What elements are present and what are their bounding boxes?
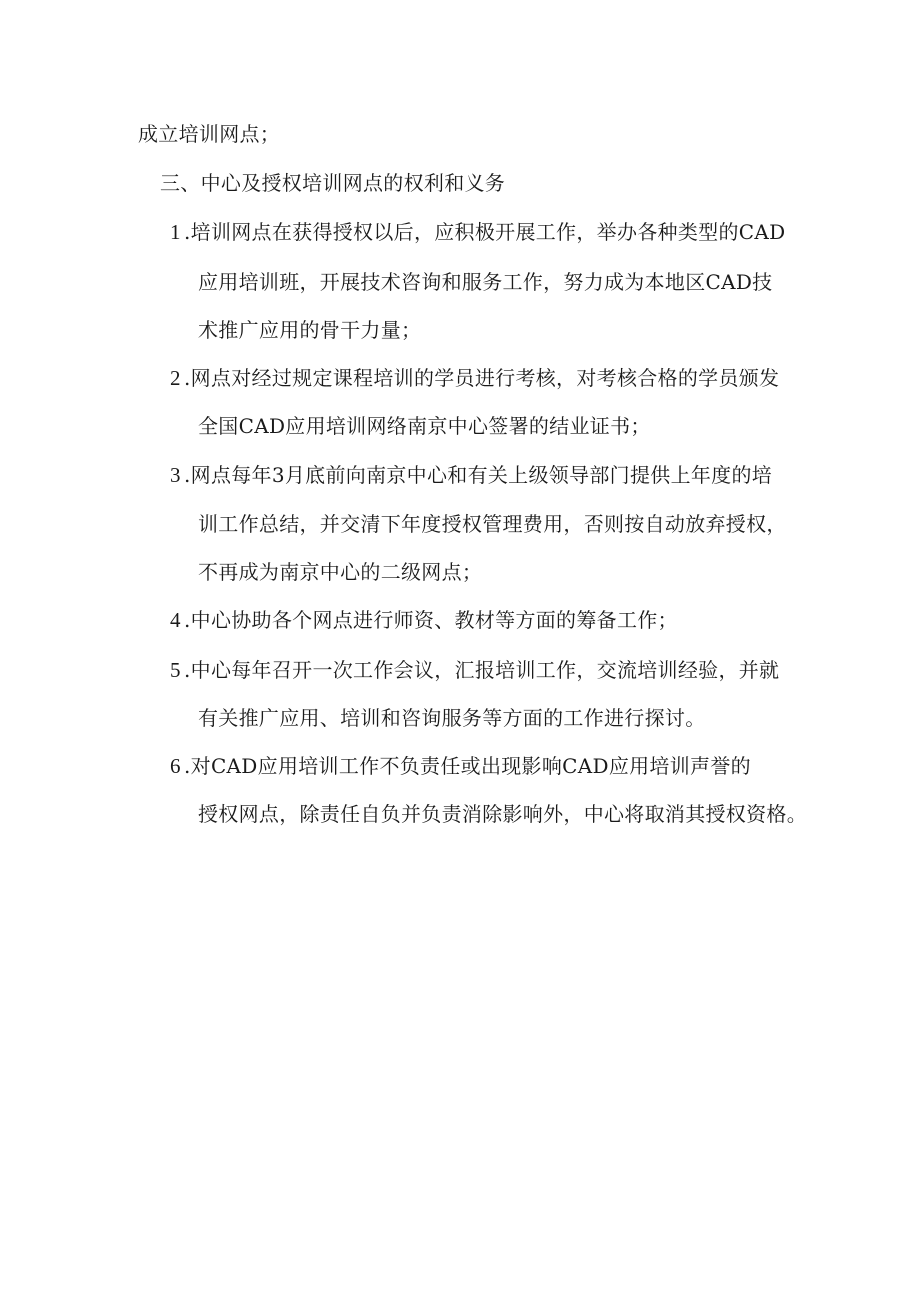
item-number: 3 (170, 463, 181, 487)
item-number: 2 (170, 366, 181, 390)
item-line: 有关推广应用、培训和咨询服务等方面的工作进行探讨。 (198, 706, 706, 730)
item-line: 不再成为南京中心的二级网点； (198, 560, 483, 584)
item-line: .对CAD应用培训工作不负责任或出现影响CAD应用培训声誉的 (184, 754, 751, 778)
item-line: 应用培训班，开展技术咨询和服务工作，努力成为本地区CAD技 (198, 270, 773, 294)
item-line: 全国CAD应用培训网络南京中心签署的结业证书； (198, 414, 651, 438)
section-heading: 三、中心及授权培训网点的权利和义务 (160, 171, 506, 195)
item-number: 5 (170, 658, 181, 682)
item-line: .中心每年召开一次工作会议，汇报培训工作，交流培训经验，并就 (184, 658, 780, 682)
item-line: .培训网点在获得授权以后，应积极开展工作，举办各种类型的CAD (184, 220, 786, 244)
item-number: 4 (170, 608, 181, 632)
intro-line: 成立培训网点； (138, 122, 281, 146)
item-line: 术推广应用的骨干力量； (198, 318, 422, 342)
item-line: 授权网点，除责任自负并负责消除影响外，中心将取消其授权资格。 (198, 802, 807, 826)
item-line: .中心协助各个网点进行师资、教材等方面的筹备工作； (184, 608, 678, 632)
item-line: .网点对经过规定课程培训的学员进行考核，对考核合格的学员颁发 (184, 366, 780, 390)
item-number: 1 (170, 220, 181, 244)
item-line: .网点每年3月底前向南京中心和有关上级领导部门提供上年度的培 (184, 463, 773, 487)
item-number: 6 (170, 754, 181, 778)
item-line: 训工作总结，并交清下年度授权管理费用，否则按自动放弃授权， (198, 512, 787, 536)
